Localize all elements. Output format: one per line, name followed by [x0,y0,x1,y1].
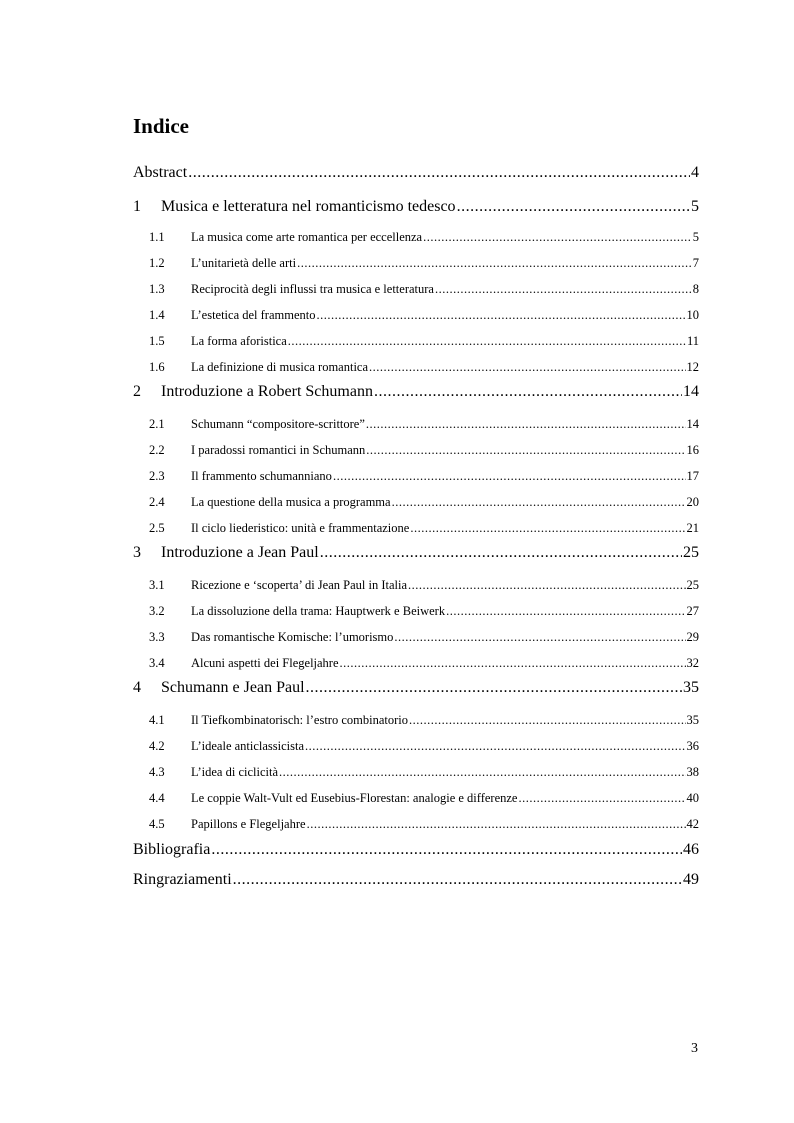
toc-entry-page: 25 [683,544,699,561]
toc-dot-leader [366,417,686,432]
toc-dot-leader [394,630,685,645]
toc-entry-number: 1.4 [149,308,165,322]
toc-dot-leader [408,578,686,593]
toc-chapter-entry[interactable] [133,679,699,697]
toc-entry[interactable] [133,841,699,859]
toc-entry-number: 4.2 [149,739,165,753]
toc-entry-number: 1.5 [149,334,165,348]
toc-dot-leader [305,739,685,754]
toc-entry-page: 5 [691,198,699,215]
toc-dot-leader [297,256,692,271]
toc-entry-title: Le coppie Walt-Vult ed Eusebius-Florestan: analogie e differenze [191,791,518,805]
toc-subsection-entry[interactable] [133,495,699,510]
toc-entry-title: La definizione di musica romantica [191,360,369,374]
toc-entry-page: 12 [686,360,699,374]
toc-entry-page: 29 [686,630,699,644]
toc-entry-page: 8 [692,282,699,296]
toc-entry-title: Musica e letteratura nel romanticismo tedesco [161,198,456,215]
toc-subsection-entry[interactable] [133,282,699,297]
toc-dot-leader [340,656,686,671]
toc-entry-page: 7 [692,256,699,270]
toc-entry-title: Das romantische Komische: l’umorismo [191,630,394,644]
toc-entry-number: 3.4 [149,656,165,670]
toc-subsection-entry[interactable] [133,739,699,754]
toc-entry-page: 11 [686,334,699,348]
toc-dot-leader [423,230,692,245]
toc-entry-title: Il frammento schumanniano [191,469,332,483]
toc-dot-leader [410,521,685,536]
toc-entry-number: 4.3 [149,765,165,779]
toc-entry-page: 49 [683,871,699,888]
toc-dot-leader [457,198,690,216]
toc-entry-page: 42 [686,817,699,831]
toc-entry-page: 21 [686,521,699,535]
toc-entry-page: 10 [686,308,699,322]
toc-dot-leader [369,360,685,375]
toc-entry-title: L’estetica del frammento [191,308,316,322]
toc-entry-number: 1.1 [149,230,165,244]
toc-entry-number: 2.1 [149,417,165,431]
toc-entry-number: 2.3 [149,469,165,483]
toc-dot-leader [306,679,682,697]
toc-entry-title: La questione della musica a programma [191,495,391,509]
toc-entry-page: 17 [686,469,699,483]
toc-dot-leader [374,383,682,401]
toc-subsection-entry[interactable] [133,443,699,458]
toc-entry-number: 2.2 [149,443,165,457]
toc-entry-page: 20 [686,495,699,509]
toc-entry-number: 1.3 [149,282,165,296]
toc-entry-number: 2 [133,383,141,400]
toc-subsection-entry[interactable] [133,817,699,832]
toc-entry-title: L’idea di ciclicità [191,765,278,779]
toc-entry-title: La forma aforistica [191,334,287,348]
toc-subsection-entry[interactable] [133,308,699,323]
toc-subsection-entry[interactable] [133,360,699,375]
toc-dot-leader [211,841,682,859]
toc-entry-page: 5 [692,230,699,244]
toc-subsection-entry[interactable] [133,604,699,619]
toc-entry-page: 35 [683,679,699,696]
toc-entry[interactable] [133,164,699,182]
toc-dot-leader [518,791,685,806]
toc-subsection-entry[interactable] [133,791,699,806]
toc-entry-number: 3.3 [149,630,165,644]
toc-entry-number: 3.2 [149,604,165,618]
toc-subsection-entry[interactable] [133,256,699,271]
toc-entry-number: 2.5 [149,521,165,535]
toc-dot-leader [188,164,690,182]
page-number: 3 [691,1041,698,1056]
toc-entry-title: Reciprocità degli influssi tra musica e letteratura [191,282,434,296]
toc-entry-title: Abstract [133,164,188,181]
toc-entry-page: 27 [686,604,699,618]
toc-dot-leader [320,544,682,562]
toc-entry-title: Schumann “compositore-scrittore” [191,417,365,431]
toc-entry-number: 4.5 [149,817,165,831]
toc-subsection-entry[interactable] [133,765,699,780]
toc-entry[interactable] [133,871,699,889]
toc-entry-page: 38 [686,765,699,779]
toc-entry-number: 1.6 [149,360,165,374]
toc-entry-title: Alcuni aspetti dei Flegeljahre [191,656,339,670]
toc-chapter-entry[interactable] [133,198,699,216]
toc-dot-leader [392,495,686,510]
toc-entry-number: 3 [133,544,141,561]
toc-subsection-entry[interactable] [133,578,699,593]
toc-subsection-entry[interactable] [133,230,699,245]
toc-entry-title: Papillons e Flegeljahre [191,817,306,831]
toc-entry-page: 32 [686,656,699,670]
toc-entry-page: 40 [686,791,699,805]
toc-chapter-entry[interactable] [133,383,699,401]
toc-entry-title: Il Tiefkombinatorisch: l’estro combinatorio [191,713,408,727]
toc-dot-leader [446,604,685,619]
toc-entry-page: 14 [686,417,699,431]
toc-dot-leader [279,765,686,780]
toc-entry-title: La dissoluzione della trama: Hauptwerk e Beiwerk [191,604,446,618]
toc-dot-leader [409,713,686,728]
page-title: Indice [133,114,190,138]
toc-entry-page: 14 [683,383,699,400]
toc-subsection-entry[interactable] [133,469,699,484]
toc-entry-number: 3.1 [149,578,165,592]
toc-subsection-entry[interactable] [133,630,699,645]
toc-entry-title: I paradossi romantici in Schumann [191,443,366,457]
toc-entry-page: 25 [686,578,699,592]
toc-entry-title: Il ciclo liederistico: unità e frammentazione [191,521,410,535]
toc-entry-title: La musica come arte romantica per eccellenza [191,230,423,244]
toc-chapter-entry[interactable] [133,544,699,562]
toc-entry-number: 1 [133,198,141,215]
toc-subsection-entry[interactable] [133,656,699,671]
toc-entry-title: L’unitarietà delle arti [191,256,297,270]
toc-entry-page: 16 [686,443,699,457]
toc-entry-title: Schumann e Jean Paul [161,679,305,696]
toc-entry-number: 1.2 [149,256,165,270]
toc-subsection-entry[interactable] [133,713,699,728]
toc-entry-title: Ringraziamenti [133,871,232,888]
toc-dot-leader [333,469,686,484]
toc-dot-leader [233,871,682,889]
toc-dot-leader [317,308,686,323]
toc-entry-number: 4.1 [149,713,165,727]
toc-entry-title: Ricezione e ‘scoperta’ di Jean Paul in Italia [191,578,407,592]
toc-dot-leader [307,817,686,832]
toc-entry-title: L’ideale anticlassicista [191,739,305,753]
toc-dot-leader [366,443,685,458]
toc-subsection-entry[interactable] [133,334,699,349]
toc-entry-page: 4 [691,164,699,181]
toc-subsection-entry[interactable] [133,417,699,432]
toc-entry-number: 4 [133,679,141,696]
toc-dot-leader [435,282,692,297]
toc-entry-number: 2.4 [149,495,165,509]
toc-entry-title: Introduzione a Jean Paul [161,544,319,561]
toc-entry-page: 36 [686,739,699,753]
toc-subsection-entry[interactable] [133,521,699,536]
toc-entry-number: 4.4 [149,791,165,805]
toc-dot-leader [288,334,686,349]
toc-entry-page: 35 [686,713,699,727]
toc-entry-title: Bibliografia [133,841,211,858]
toc-entry-page: 46 [683,841,699,858]
toc-entry-title: Introduzione a Robert Schumann [161,383,373,400]
